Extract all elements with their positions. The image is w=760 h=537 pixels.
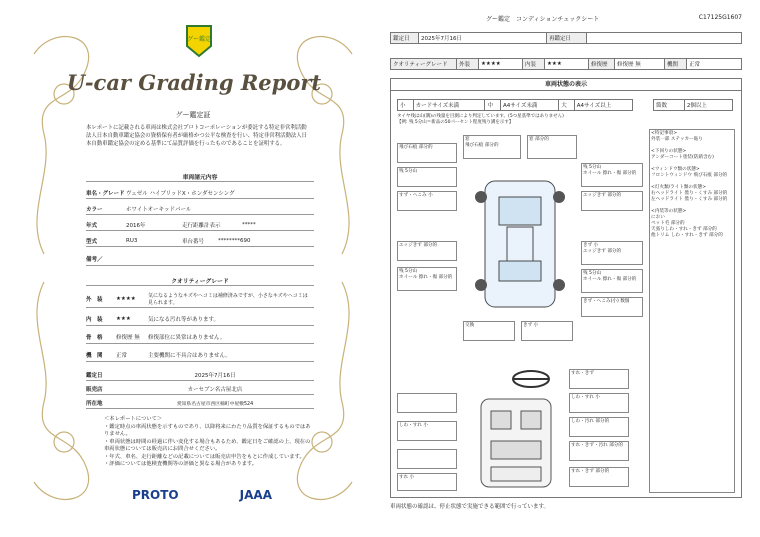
label: 機関 [665,59,687,70]
label: 年式 [86,223,98,229]
row-model [86,236,314,247]
tire-note: タイヤ残は山(溝)の残量を目測により判定しています。(5つ星基準ではありません) [397,114,564,119]
value: 主要機関に不具合はありません。 [148,352,231,359]
value: 2個以上 [684,100,732,111]
interior-box: すれ・きず・汚れ 部分的 [569,441,629,461]
proto-logo: PROTO [132,488,179,502]
label: 車名・グレード [86,191,125,197]
value: 修復歴 無 [116,334,140,341]
label: カラー [86,207,103,213]
label: 修復歴 [589,59,615,70]
row-color [86,204,314,215]
value: 正常 [687,59,742,70]
row-address [86,398,314,409]
grading-report-page [14,14,372,522]
value: ***** [242,222,256,228]
damage-box: 窓 飛び石痕 部分的 [463,135,521,159]
row-exterior [86,290,314,308]
damage-box: 交換 [463,321,515,341]
value: 2025年7月16日 [419,33,547,44]
value: RU3 [126,238,138,244]
label: 所在地 [86,401,103,407]
section-vehicle-spec: 車両諸元内容 [86,172,314,182]
label: 外装 [457,59,479,70]
sheet-code: C17125G1607 [698,14,742,21]
value: 気になるようなキズやヘコミは補修済みですが、小さなキズやヘコミは見られます。 [148,292,308,306]
value: 修復歴 無 [615,59,665,70]
interior-box: しわ・すれ 小 [397,421,457,441]
count-legend [653,99,733,111]
label: 内 装 [86,316,103,323]
value: 気になる汚れ等があります。 [148,316,220,323]
steering-wheel-icon [511,369,551,389]
label: 走行距離計表示 [182,223,221,229]
damage-box: きず・へこみ(小) 数個 [581,297,643,317]
sheet-footer: 車両状態の確認は、停止状態で実施できる範囲で行っています。 [390,504,550,510]
logos [132,488,272,502]
value: ********690 [218,238,251,244]
value: 修復部位に異常はありません。 [148,334,226,341]
report-subtitle: グー鑑定証 [175,111,211,119]
label: 備考／ [86,256,103,263]
interior-box: しわ・汚れ 部分的 [569,417,629,437]
intro-text: 本レポートに記載される車両は株式会社プロトコーポレーションが委託する特定非営利活動法人日本自動車鑑定協会の資格保有者が厳格かつ公平な検査を行い、特定非営利活動法人日本自動車鑑定協会の定める基準にて品質評価を行ったものであることを証明する。 [86,125,308,147]
damage-box: 残 5分山 [397,167,457,187]
car-exterior-diagram [463,171,577,317]
label: クオリティーグレード [391,59,457,70]
label: 外 装 [86,296,103,303]
label: 大 [559,100,575,111]
condition-check-sheet [386,14,746,522]
value: カードサイズ未満 [413,100,485,111]
value: カーセブン名古屋北店 [187,387,243,393]
damage-box: エッジきず 部分的 [397,241,457,261]
stars: ★★★★ [116,295,136,302]
damage-box: 飛び石痕 部分的 [397,143,457,163]
quality-table [390,58,742,70]
label: 小 [398,100,414,111]
value: ★★★ [545,59,589,70]
value [587,33,742,44]
state-title: 車両状態の表示 [391,79,741,91]
row-mechanical [86,348,314,362]
row-year [86,220,314,231]
label: 骨 格 [86,334,103,341]
interior-box: すれ・きず 部分的 [569,467,629,487]
value: ヴェゼル ハイブリッドX・ホンダセンシング [126,191,235,197]
interior-box [397,393,457,413]
label: 型式 [86,239,98,245]
damage-box: きず 小 エッジきず 部分的 [581,241,643,265]
row-shop [86,384,314,395]
damage-box: すず・へこみ 小 [397,191,457,211]
value: ★★★★ [479,59,523,70]
sheet-header [386,14,746,28]
row-date [86,370,314,381]
label: 内装 [523,59,545,70]
label: 箇数 [654,100,685,111]
row-vehicle-name [86,188,314,199]
state-panel [390,78,742,498]
damage-box: 窓 部分的 [527,135,577,159]
value: A4サイズ以上 [574,100,632,111]
value: 正常 [116,352,128,359]
size-legend [397,99,633,111]
label: 販売店 [86,387,103,393]
interior-box: すれ・きず [569,369,629,389]
label: 鑑定日 [391,33,419,44]
jaaa-logo: JAAA [239,488,272,502]
label: 再鑑定日 [547,33,587,44]
row-frame [86,330,314,344]
date-table [390,32,742,44]
tire-note-2: 【例: 残 5分山＝新品の50パーセント程度残り溝を示す】 [397,120,514,125]
sheet-title: グー鑑定 コンディションチェックシート [486,16,600,23]
label: 中 [485,100,501,111]
value: 愛知県名古屋市西区楠町中屋敷524 [176,401,254,407]
value: 2025年7月16日 [194,373,236,379]
label: 車台番号 [182,239,205,245]
damage-box: 残 5分山 ホイール 擦れ・傷 部分的 [581,163,643,187]
row-interior [86,312,314,326]
stars: ★★★ [116,315,131,322]
car-interior-diagram [471,395,561,491]
value: 2016年 [126,223,146,229]
report-notes: ＜本レポートについて＞ ・鑑定時点の車両状態を示すものであり、以降将来にわたり品質を保証するものではありません。 ・車両状態は時間の経過に伴い変化する場合もあるため、鑑定日をご確認の上、現在の車両状態については販売店にお問合せください。 ・年式、車名、走行距離などの記載については販売店申告をもとに作成しています。 ・評価については他検査機関等の評価と異なる場合があります。 [104,416,311,467]
special-notes: <特記事項> 外装一部 ステッカー貼り <下回りの状態> アンダーコート塗装(防錆含む) <ウィンドウ類の状態> フロントウィンドウ 飛び石痕 部分的 <灯火類/ライト類の状態> 右ヘッドライト 曇り・くすみ 部分的 左ヘッドライト 曇り・くすみ 部分的 <内装等の状態> におい ペット毛 部分的 天張りしわ・すれ・きず 部分的 他トリム しわ・すれ・きず 部分的 [649,129,735,493]
badge-label: グー鑑定 [186,36,212,43]
goo-badge-icon [184,24,214,58]
row-memo [86,252,314,266]
report-title: U-car Grading Report [66,70,322,95]
interior-box: しわ・すれ 小 [569,393,629,413]
value: A4サイズ未満 [501,100,559,111]
section-quality: クオリティーグレード [86,276,314,286]
damage-box: 残 5分山 ホイール 擦れ・傷 部分的 [581,269,643,293]
damage-box: エッジきず 部分的 [581,191,643,211]
damage-box: 残 5分山 ホイール 擦れ・傷 部分的 [397,267,457,291]
damage-box: きず 小 [521,321,573,341]
label: 鑑定日 [86,373,103,379]
value: ホワイトオーキッドパール [126,207,192,213]
interior-box: すれ 小 [397,473,457,491]
label: 機 関 [86,352,103,359]
interior-box [397,449,457,469]
